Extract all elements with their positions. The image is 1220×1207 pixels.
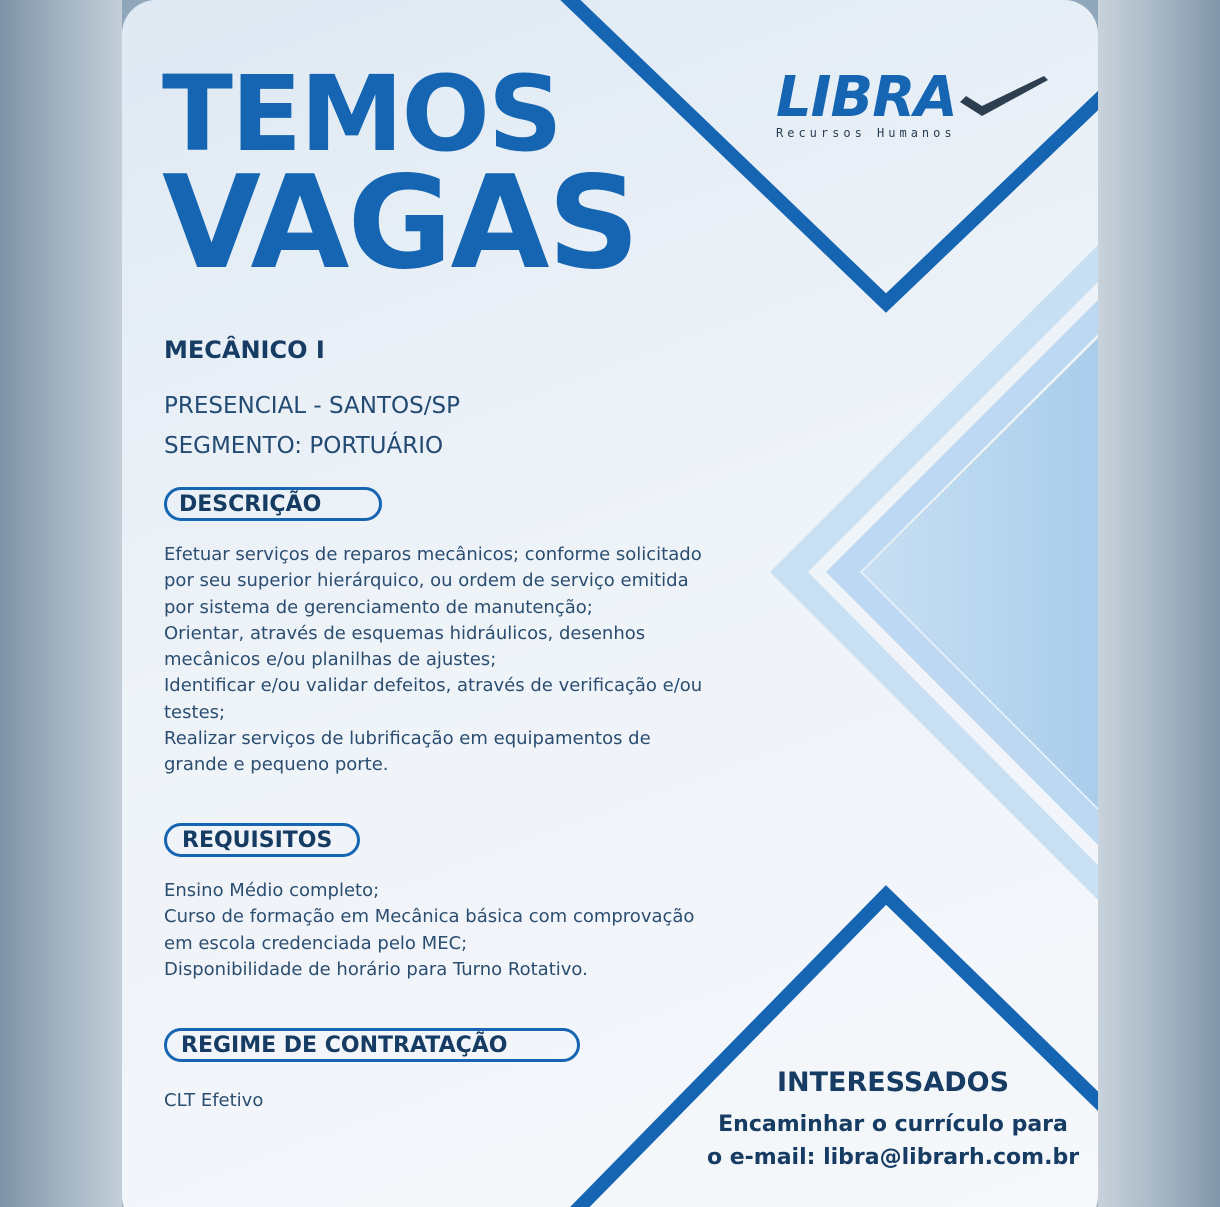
description-line: Orientar, através de esquemas hidráulicos, desenhos [164,622,646,644]
cta-line-1: Encaminhar o currículo para [718,1112,1068,1137]
cta-email-line[interactable]: o e-mail: libra@librarh.com.br [706,1145,1080,1170]
description-line: Realizar serviços de lubrificação em equipamentos de [164,728,651,750]
requirement-line: Ensino Médio completo; [164,880,380,901]
cta-heading: INTERESSADOS [776,1067,1010,1098]
job-posting-card [122,0,1098,1207]
logo-wordmark: LIBRA [776,65,957,130]
contract-heading: REGIME DE CONTRATAÇÃO [164,1028,580,1062]
contract-value: CLT Efetivo [164,1090,264,1111]
description-line: Efetuar serviços de reparos mecânicos; conforme solicitado [164,544,702,565]
top-v-stroke [562,0,1098,303]
requirements-text [164,878,784,983]
requirement-line: em escola credenciada pelo MEC; [164,932,468,954]
description-heading: DESCRIÇÃO [164,487,382,521]
checkmark-icon [952,72,1052,122]
job-title: MECÂNICO I [164,336,325,364]
description-line: testes; [164,701,226,723]
libra-logo [772,66,1052,146]
job-segment: SEGMENTO: PORTUÁRIO [164,433,444,459]
description-line: por seu superior hierárquico, ou ordem de serviço emitida [164,570,689,592]
description-line: mecânicos e/ou planilhas de ajustes; [164,649,497,671]
description-text [164,542,784,779]
background-blur-right [1098,0,1220,1207]
headline-temos: TEMOS [162,53,561,175]
description-line: por sistema de gerenciamento de manutenção; [164,596,593,618]
logo-tagline: Recursos Humanos [776,126,956,140]
requirement-line: Curso de formação em Mecânica básica com comprovação [164,906,695,928]
cta-text [692,1108,1094,1174]
description-line: grande e pequeno porte. [164,754,389,776]
requirements-heading: REQUISITOS [164,823,360,857]
description-line: Identificar e/ou validar defeitos, através de verificação e/ou [164,675,703,697]
requirement-line: Disponibilidade de horário para Turno Rotativo. [164,958,588,980]
job-location: PRESENCIAL - SANTOS/SP [164,393,460,419]
headline-vagas: VAGAS [162,149,638,298]
light-chevron-inner [862,338,1098,808]
background-blur-left [0,0,122,1207]
